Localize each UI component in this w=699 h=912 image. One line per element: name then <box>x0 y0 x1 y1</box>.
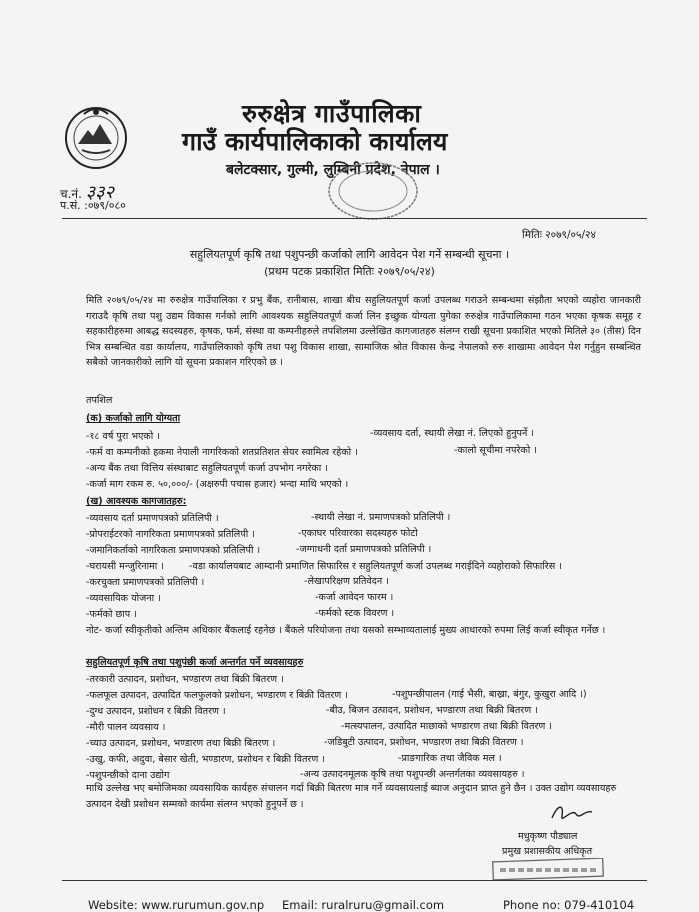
header-title-line2: गाउँ कार्यपालिकाको कार्यालय <box>182 127 448 156</box>
notice-subject: सहुलियतपूर्ण कृषि तथा पशुपन्छी कर्जाको लागि आवेदन पेश गर्ने सम्बन्धी सूचना । <box>189 248 510 261</box>
body-paragraph: मिति २०७९/०५/२४ मा रुरुक्षेत्र गाउँपालिका र प्रभु बैंक, रानीबास, शाखा बीच सहुलियतपूर्ण कर्जा उपलब्ध गराउने सम्बन्धमा संझौता भएको व्यहोरा जानकारी गराउदै कृषि तथा पशु उद्यम विकास गर्नको लागि आवश्यक सहुलियतपूर्ण कर्जा लिन इच्छुक योग्यता पुगेका रुरुक्षेत्र गाउँपालिकामा गठन भएका कृषक समूह र सहकारीहरुमा आबद्ध सदस्यहरु, कृषक, फर्म, संस्था वा कम्पनीहरुले तपशिलमा उल्लेखित कागजातहरु संलग्न राखी सूचना प्रकाशित भएको मितिले ३० (तीस) दिन भित्र सम्बन्धित वडा कार्यालय, गाउँपालिकाको कृषि तथा पशु विकास शाखा, सामाजिक श्रोत विकास केन्द्र नेपालको रुरु शाखामा आवेदन पेश गर्नुहुन सम्बन्धित सबैको जानकारीको लागि यो सूचना प्रकाशन गरिएको छ । <box>86 295 641 369</box>
list-item: -प्रोपराईटरको नागरिकता प्रमाणपत्रको प्रतिलिपी । <box>86 529 255 540</box>
list-item: -फर्म वा कम्पनीको हकमा नेपाली नागरिकको शतप्रतिशत सेयर स्वामित्व रहेको । <box>86 447 358 458</box>
footer-phone: Phone no: 079-410104 <box>503 898 635 912</box>
list-item: -वडा कार्यालयबाट आम्दानी प्रमाणित सिफारिस र सहुलियतपूर्ण कर्जा उपलब्ध गराईदिने व्यहोराको सिफारिस । <box>189 561 562 572</box>
list-item: -मत्स्यपालन, उत्पादित माछाको भण्डारण तथा बिक्री वितरण । <box>341 721 553 732</box>
footer-divider <box>62 880 647 881</box>
office-seal-stamp <box>326 160 420 222</box>
list-item: -व्यवसाय दर्ता, स्थायी लेखा नं. लिएको हुनुपर्ने । <box>370 428 535 439</box>
list-item: -च्याउ उत्पादन, प्रशोधन, भण्डारण तथा बिक्री बितरण । <box>86 738 276 749</box>
list-item: -पशुपन्छीपालन (गाई भैसी, बाख्रा, बंगुर, कुखुरा आदि ।) <box>392 689 587 700</box>
list-item: -स्थायी लेखा नं. प्रमाणपत्रको प्रतिलिपी । <box>311 512 451 523</box>
list-item: -व्यवसायिक योजना । <box>86 593 161 604</box>
list-item: -फलफूल उत्पादन, उत्पादित फलफुलको प्रशोधन, भण्डारण र बिक्री वितरण । <box>86 690 348 701</box>
list-item: -अन्य उत्पादनमूलक कृषि तथा पशुपन्छी अन्तर्गतका व्यवसायहरु । <box>300 769 525 780</box>
notice-date: मितिः २०७९/०५/२४ <box>522 229 596 241</box>
section-ka-heading: (क) कर्जाको लागि योग्यता <box>86 413 181 424</box>
notice-subject-note: (प्रथम पटक प्रकाशित मितिः २०७९/०५/२४) <box>264 265 435 278</box>
list-item: -जग्गाधनी दर्ता प्रमाणपत्रको प्रतिलिपी । <box>296 544 432 555</box>
signature-mark <box>548 800 598 826</box>
reference-label: च.नं. <box>60 187 82 201</box>
list-item: -प्राङगारिक तथा जैविक मल । <box>398 753 502 764</box>
government-emblem-icon <box>62 100 130 172</box>
list-item: -कर्जा आवेदन फारम । <box>315 592 394 603</box>
list-item: -मौरी पालन व्यवसाय । <box>86 722 166 733</box>
list-item: -करचुक्ता प्रमाणपत्रको प्रतिलिपी । <box>86 577 205 588</box>
list-item: -बीउ, बिजन उत्पादन, प्रशोधन, भण्डारण तथा बिक्री बितरण । <box>326 705 538 716</box>
fiscal-year: प.सं. :०७९/०८० <box>60 199 126 212</box>
header-title-line1: रुरुक्षेत्र गाउँपालिका <box>242 99 422 128</box>
list-item: -घरायसी मन्जुरिनामा । <box>86 561 164 572</box>
closing-paragraph: माथि उल्लेख भए बमोजिमका व्यवसायिक कार्यहरु संचालन गर्दा बिक्री बितरण मात्र गर्ने व्यवसायलाई ब्याज अनुदान प्राप्त हुने छैन । उक्त उद्योग व्यवसायहरु उत्पादन देखी प्रशोधन सम्मको कार्यमा संलग्न भएको हुनुपर्ने छ । <box>86 783 617 810</box>
list-item: -१८ वर्ष पुरा भएको । <box>86 431 160 442</box>
list-item: -तरकारी उत्पादन, प्रशोधन, भण्डारण तथा बिक्री बितरण । <box>86 674 284 685</box>
list-item: -फर्मको स्टक विवरण । <box>315 608 395 619</box>
list-item: -पशुपन्छीको दाना उद्योग <box>86 770 170 781</box>
list-item: -कर्जा माग रकम रु. ५०,०००/- (अक्षरुपी पचास हजार) भन्दा माथि भएको । <box>86 479 349 490</box>
section-ga-heading: सहुलियतपूर्ण कृषि तथा पशुपंछी कर्जा अन्तर्गत पर्ने व्यवसायहरु <box>86 657 304 668</box>
list-item: -व्यवसाय दर्ता प्रमाणपत्रको प्रतिलिपी । <box>86 513 219 524</box>
list-item: -फर्मको छाप । <box>86 609 137 620</box>
section-kha-heading: (ख) आवश्यक कागजातहरु: <box>86 496 187 507</box>
header-address: बलेटक्सार, गुल्मी, लुम्बिनी प्रदेश, नेपाल । <box>226 162 440 178</box>
list-item: -कालो सूचीमा नपरेको । <box>454 445 537 456</box>
bank-approval-note: नोट- कर्जा स्वीकृतीको अन्तिम अधिकार बैंकलाई रहनेछ । बैंकले परियोजना तथा यसको सम्भाव्यतालाई मुख्य आधारको रुपमा लिई कर्जा स्वीकृत गर्नेछ । <box>86 625 606 636</box>
list-item: -उखु, कफी, अदुवा, बेसार खेती, भण्डारण, प्रशोधन र बिक्री वितरण । <box>86 754 325 765</box>
header-divider <box>62 218 647 219</box>
list-item: -जमानिकर्ताको नागरिकता प्रमाणपत्रको प्रतिलिपी । <box>86 545 261 556</box>
list-item: -लेखापरिक्षण प्रतिवेदन । <box>304 576 389 587</box>
list-item: -जडिबुटी उत्पादन, प्रशोधन, भण्डारण तथा बिक्री वितरण । <box>324 737 524 748</box>
list-item: -दुग्ध उत्पादन, प्रशोधन र बिक्री वितरण । <box>86 706 226 717</box>
signatory-title: प्रमुख प्रशासकीय अधिकृत <box>502 846 593 857</box>
tapasil-label: तपशिल <box>86 395 113 406</box>
officer-title-stamp <box>492 858 604 880</box>
reference-value: ३३२ <box>85 182 114 203</box>
list-item: -अन्य बैंक तथा वित्तिय संस्थाबाट सहुलियतपूर्ण कर्जा उपभोग नगरेका । <box>86 463 328 474</box>
footer-email: Email: ruralruru@gmail.com <box>282 898 445 912</box>
footer-website: Website: www.rurumun.gov.np <box>88 898 265 912</box>
list-item: -एकाघर परिवारका सदस्यहरु फोटो <box>298 528 418 539</box>
signatory-name: मधुकृष्ण पौड्याल <box>518 831 578 842</box>
